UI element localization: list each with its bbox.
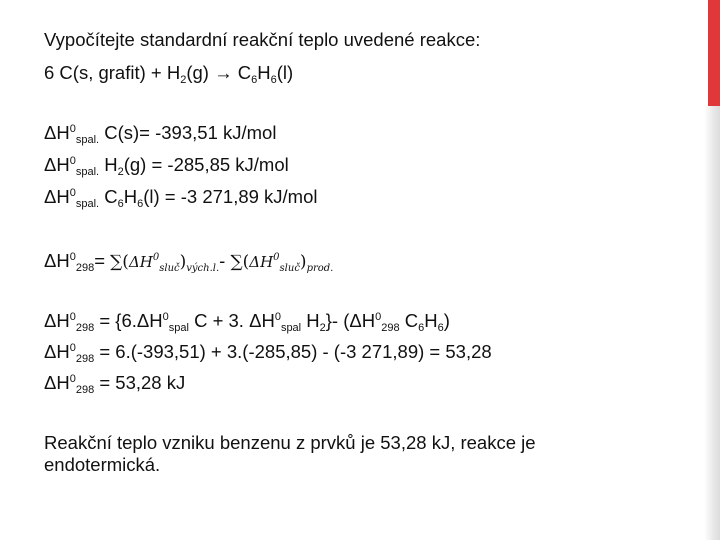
- hess-formula: $\Delta H^0_{298}= \sum(\Delta H^0_{sluč})_{vých.l.}-$ $\sum(\Delta H^0_{sluč})_{prod.}$: [44, 250, 334, 274]
- calc-result: $\Delta H^0_{298} = 53,28$ kJ: [44, 372, 186, 396]
- given-benzene: $\Delta H^0_{spal.}$ $C_6H_6(l) = -3$ 271,89 kJ/mol: [44, 186, 318, 210]
- conclusion-text: Reakční teplo vzniku benzenu z prvků je 53,28 kJ, reakce je endotermická.: [44, 432, 536, 475]
- task-heading: Vypočítejte standardní reakční teplo uvedené reakce:: [44, 29, 481, 50]
- edge-shadow: [704, 106, 720, 540]
- given-hydrogen: $\Delta H^0_{spal.}$ $H_2(g) = -285,85$ kJ/mol: [44, 154, 289, 178]
- given-carbon: $\Delta H^0_{spal.}$ C(s)= -393,51 kJ/mol: [44, 122, 277, 146]
- calc-line-1: $\Delta H^0_{298} = \{6.\Delta H^0_{spal}$ C + 3. $\Delta H^0_{spal}$ $H_2\}-$ ($\Delta H^0_{298}$ $C_6H_6$): [44, 310, 450, 334]
- accent-bar: [708, 0, 720, 106]
- calc-line-2: $\Delta H^0_{298} = 6.(-393,51) + 3.(-285,85) - (-3$ 271,89) = 53,28: [44, 341, 492, 365]
- reaction-equation: 6 C(s, grafit) + $H_2(g) \to C_6H_6(l)$: [44, 62, 294, 86]
- sum-products: $\sum(\Delta H^0_{sluč})_{prod.}$: [230, 252, 334, 274]
- sum-reactants: $\sum(\Delta H^0_{sluč})_{vých.l.}$: [110, 252, 220, 274]
